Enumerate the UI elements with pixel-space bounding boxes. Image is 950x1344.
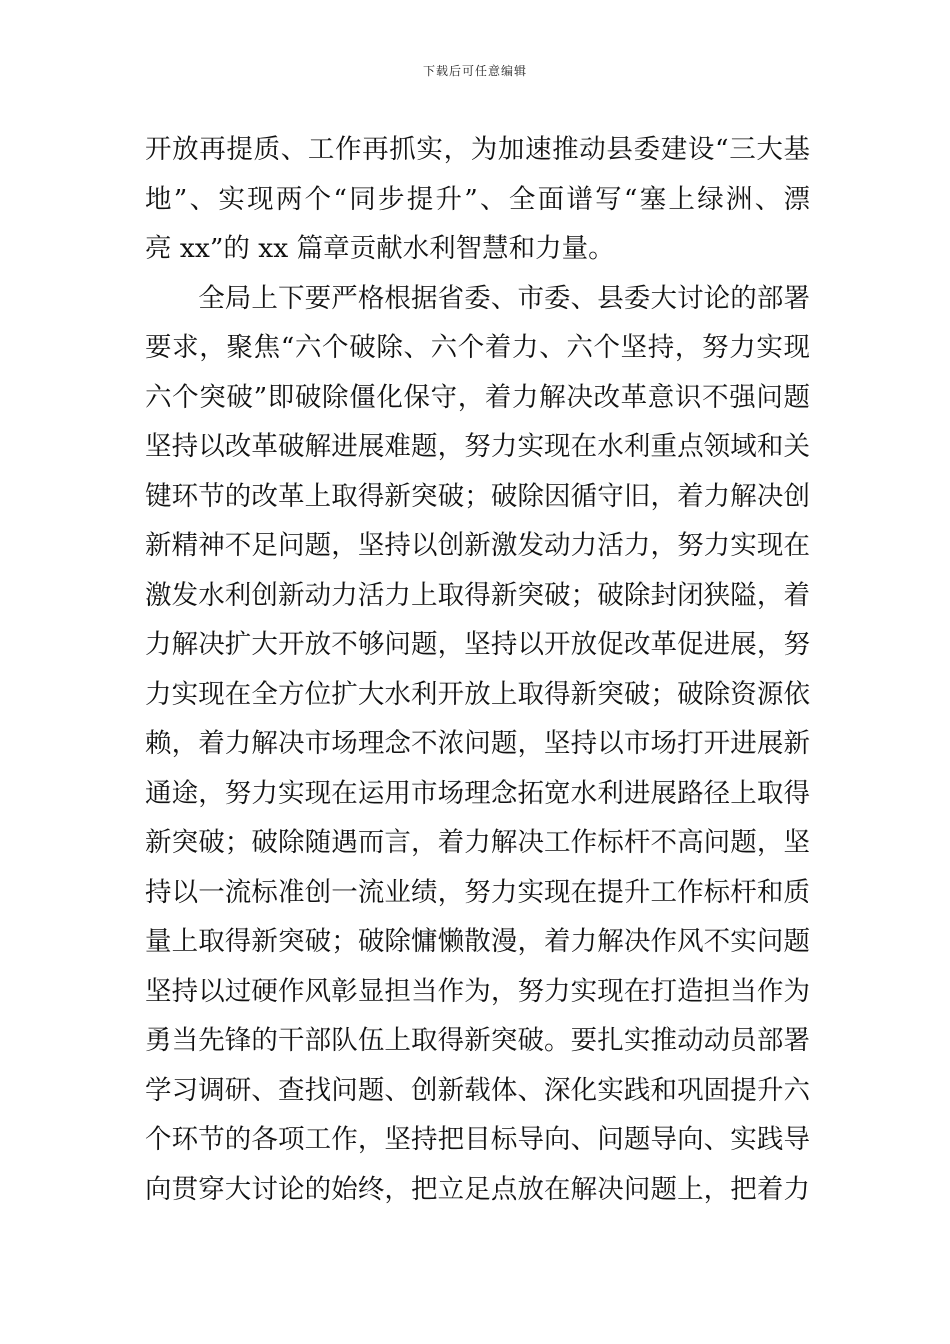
text-line: 通途，努力实现在运用市场理念拓宽水利进展路径上取得 [145,777,810,809]
text-line: 赖，着力解决市场理念不浓问题，坚持以市场打开进展新 [145,728,810,759]
text-line: 个环节的各项工作，坚持把目标导向、问题导向、实践导 [145,1124,810,1155]
text-line: 地”、实现两个“同步提升”、全面谱写“塞上绿洲、漂 [145,183,810,215]
text-line: 开放再提质、工作再抓实，为加速推动县委建设“三大基 [145,134,810,165]
text-line: 向贯穿大讨论的始终，把立足点放在解决问题上，把着力 [145,1173,810,1205]
text-line: 力解决扩大开放不够问题，坚持以开放促改革促进展，努 [145,629,810,660]
text-line: 六个突破”即破除僵化保守，着力解决改革意识不强问题 [145,381,810,413]
text-line: 勇当先锋的干部队伍上取得新突破。要扎实推动动员部署 [145,1025,810,1056]
text-line: 坚持以过硬作风彰显担当作为，努力实现在打造担当作为 [145,975,810,1007]
page-header: 下载后可任意编辑 [422,64,527,78]
text-line: 全局上下要严格根据省委、市委、县委大讨论的部署 [145,282,810,314]
text-line: 激发水利创新动力活力上取得新突破；破除封闭狭隘，着 [145,579,810,611]
text-line: 持以一流标准创一流业绩，努力实现在提升工作标杆和质 [145,876,810,908]
text-line: 坚持以改革破解进展难题，努力实现在水利重点领域和关 [145,431,810,462]
text-line: 键环节的改革上取得新突破；破除因循守旧，着力解决创 [145,480,810,512]
text-line: 新精神不足问题，坚持以创新激发动力活力，努力实现在 [145,530,810,561]
text-line: 学习调研、查找问题、创新载体、深化实践和巩固提升六 [145,1074,810,1106]
text-line: 亮 xx”的 xx 篇章贡献水利智慧和力量。 [145,233,615,264]
text-line: 要求，聚焦“六个破除、六个着力、六个坚持，努力实现 [145,332,810,363]
document-body [145,125,810,1214]
text-line: 量上取得新突破；破除慵懒散漫，着力解决作风不实问题 [145,926,810,957]
text-line: 力实现在全方位扩大水利开放上取得新突破；破除资源依 [145,678,810,710]
text-line: 新突破；破除随遇而言，着力解决工作标杆不高问题，坚 [145,827,810,858]
